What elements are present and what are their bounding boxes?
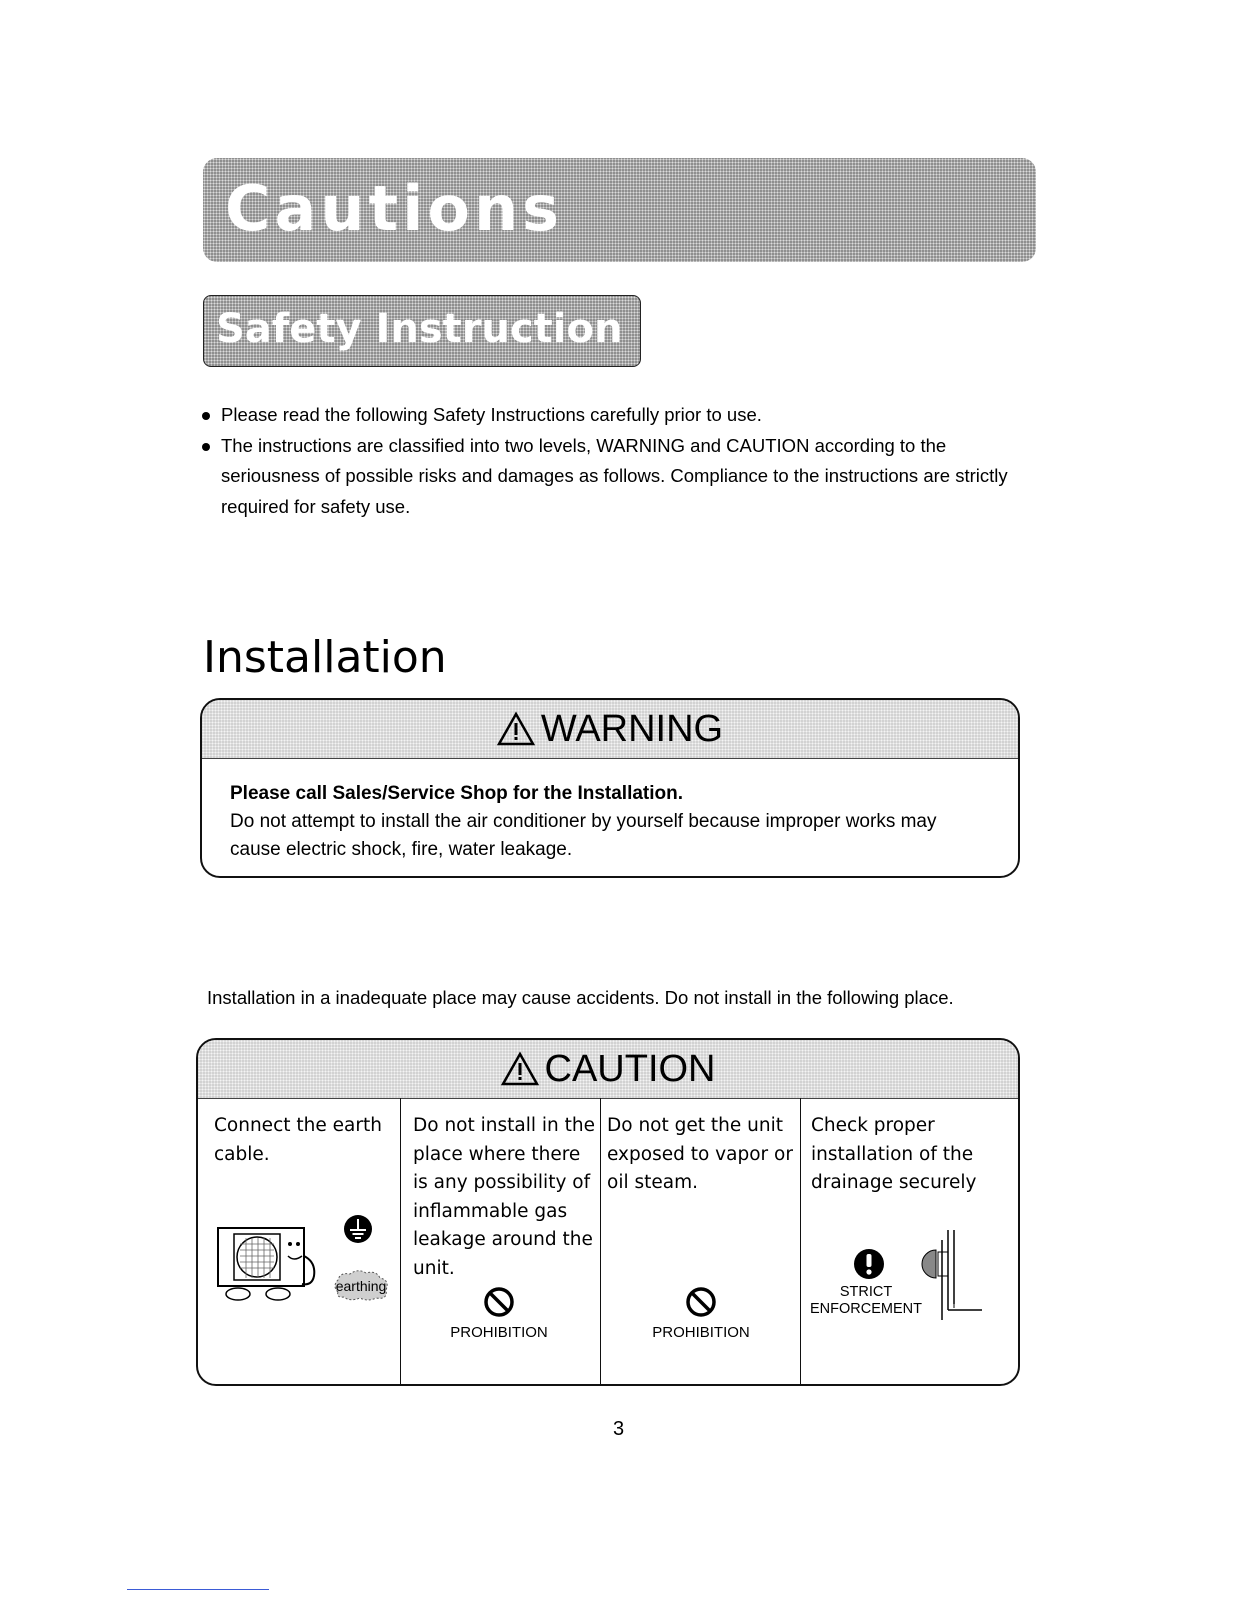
caution-grid	[198, 1098, 1018, 1384]
page-number: 3	[613, 1418, 625, 1440]
footer-link-underline[interactable]	[127, 1589, 269, 1590]
warning-label: WARNING	[540, 707, 724, 750]
warning-text: Do not attempt to install the air conditioner by yourself because improper works may cause electric shock, fire, water leakage.	[230, 811, 937, 860]
title-banner	[203, 158, 1036, 262]
prohibition-icon	[483, 1286, 515, 1318]
section-title: Safety Instruction	[216, 306, 623, 352]
installation-note: Installation in a inadequate place may cause accidents. Do not install in the following place.	[207, 987, 954, 1008]
intro-item: The instructions are classified into two levels, WARNING and CAUTION according to the seriousness of possible risks and damages as follows. Compliance to the instructions are strictly required for safety use.	[200, 431, 1040, 523]
strict-enforcement-label: STRICT ENFORCEMENT	[810, 1284, 922, 1317]
caution-box	[196, 1038, 1020, 1386]
caution-cell-vapor	[601, 1098, 801, 1384]
warning-body	[230, 780, 988, 864]
caution-cell-text: Connect the earth cable.	[214, 1115, 382, 1165]
section-banner	[203, 295, 641, 367]
warning-triangle-icon	[497, 711, 535, 747]
caution-cell-earth	[198, 1098, 401, 1384]
drain-pipe-illustration	[916, 1230, 986, 1322]
warning-box	[200, 698, 1020, 878]
caution-cell-drainage	[801, 1098, 1018, 1384]
exclamation-icon	[853, 1248, 885, 1280]
intro-item: Please read the following Safety Instructions carefully prior to use.	[200, 400, 1040, 431]
prohibition-label: PROHIBITION	[450, 1324, 548, 1341]
caution-cell-gas	[401, 1098, 601, 1384]
warning-header	[202, 700, 1018, 759]
caution-cell-text: Check proper installation of the drainage securely	[811, 1115, 977, 1193]
prohibition-label: PROHIBITION	[652, 1324, 750, 1341]
intro-list	[200, 400, 1040, 522]
outdoor-unit-illustration	[216, 1226, 336, 1306]
caution-label: CAUTION	[544, 1047, 716, 1090]
caution-cell-text: Do not get the unit exposed to vapor or oil steam.	[607, 1115, 793, 1193]
warning-triangle-icon	[501, 1051, 539, 1087]
earthing-label: earthing	[335, 1278, 387, 1294]
installation-heading: Installation	[203, 632, 447, 683]
earth-ground-icon	[343, 1214, 373, 1244]
prohibition-icon	[685, 1286, 717, 1318]
caution-cell-text: Do not install in the place where there is any possibility of inflammable gas leakage around the unit.	[413, 1115, 595, 1279]
page-title: Cautions	[225, 172, 564, 245]
warning-bold-line: Please call Sales/Service Shop for the Installation.	[230, 783, 684, 804]
caution-header	[198, 1040, 1018, 1099]
